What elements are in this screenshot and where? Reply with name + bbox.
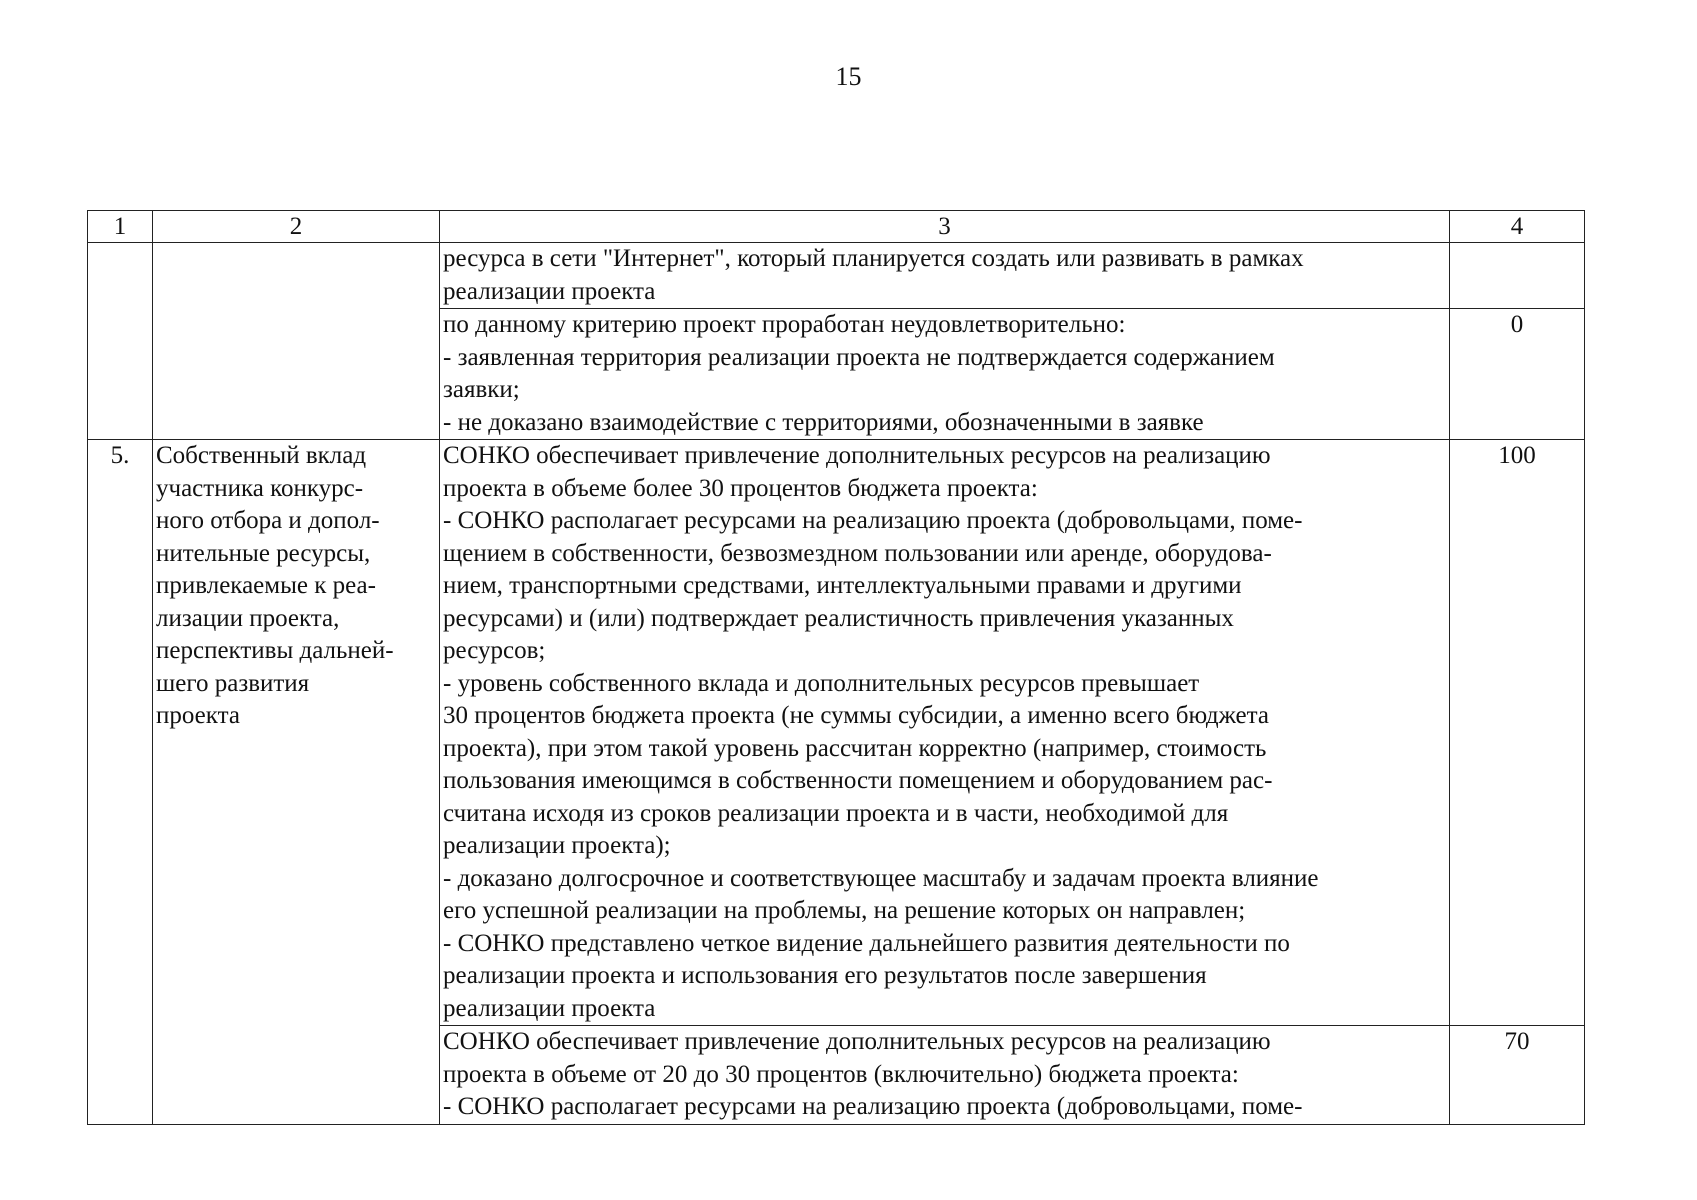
text-line: участника конкурс- <box>156 474 364 502</box>
description-cell <box>440 243 1450 309</box>
description-cell <box>440 440 1450 1026</box>
text-line: - СОНКО располагает ресурсами на реализацию проекта (добровольцами, поме- <box>443 1093 1303 1120</box>
text-line: - СОНКО представлено четкое видение дальнейшего развития деятельности по <box>443 929 1290 957</box>
text-line: проекта в объеме более 30 процентов бюджета проекта: <box>443 474 1038 502</box>
row-number-cell: 5. <box>88 440 153 1026</box>
table-header-row <box>88 211 1585 243</box>
text-line: шего развития <box>156 669 310 697</box>
criterion-cell <box>153 1026 440 1125</box>
text-line: лизации проекта, <box>156 604 340 632</box>
text-line: - уровень собственного вклада и дополнительных ресурсов превышает <box>443 669 1200 697</box>
score-cell <box>1450 243 1585 309</box>
header-cell-4: 4 <box>1450 211 1585 243</box>
header-cell-3: 3 <box>440 211 1450 243</box>
text-line: ресурсов; <box>443 637 546 664</box>
text-line: СОНКО обеспечивает привлечение дополнительных ресурсов на реализацию <box>443 1028 1271 1055</box>
text-line: его успешной реализации на проблемы, на решение которых он направлен; <box>443 897 1246 924</box>
score-cell: 70 <box>1450 1026 1585 1125</box>
header-cell-2: 2 <box>153 211 440 243</box>
text-line: - заявленная территория реализации проекта не подтверждается содержанием <box>443 343 1275 371</box>
text-line: считана исходя из сроков реализации проекта и в части, необходимой для <box>443 799 1229 827</box>
text-line: перспективы дальней- <box>156 637 394 664</box>
table-row <box>88 243 1585 309</box>
text-line: нительные ресурсы, <box>156 539 371 567</box>
text-line: - не доказано взаимодействие с территориями, обозначенными в заявке <box>443 408 1204 436</box>
text-line: реализации проекта <box>443 994 656 1022</box>
text-line: реализации проекта <box>443 277 656 305</box>
text-line: реализации проекта); <box>443 832 671 859</box>
criteria-table <box>87 210 1585 1125</box>
score-cell: 0 <box>1450 309 1585 440</box>
text-line: проекта в объеме от 20 до 30 процентов (включительно) бюджета проекта: <box>443 1060 1239 1088</box>
text-line: 30 процентов бюджета проекта (не суммы субсидии, а именно всего бюджета <box>443 702 1269 729</box>
text-line: - доказано долгосрочное и соответствующее масштабу и задачам проекта влияние <box>443 864 1319 892</box>
row-number-cell <box>88 1026 153 1125</box>
header-cell-1: 1 <box>88 211 153 243</box>
text-line: щением в собственности, безвозмездном пользовании или аренде, оборудова- <box>443 539 1272 567</box>
table-row <box>88 1026 1585 1125</box>
criterion-cell <box>153 440 440 1026</box>
text-line: нием, транспортными средствами, интеллектуальными правами и другими <box>443 572 1242 599</box>
text-line: реализации проекта и использования его результатов после завершения <box>443 962 1207 989</box>
text-line: проекта), при этом такой уровень рассчитан корректно (например, стоимость <box>443 734 1267 762</box>
text-line: проекта <box>156 702 240 729</box>
text-line: ресурса в сети "Интернет", который планируется создать или развивать в рамках <box>443 245 1304 272</box>
description-cell <box>440 1026 1450 1125</box>
table-row <box>88 309 1585 440</box>
text-line: заявки; <box>443 376 520 403</box>
table-row <box>88 440 1585 1026</box>
row-number-cell <box>88 243 153 309</box>
text-line: Собственный вклад <box>156 442 367 469</box>
score-cell: 100 <box>1450 440 1585 1026</box>
text-line: пользования имеющимся в собственности помещением и оборудованием рас- <box>443 767 1273 794</box>
text-line: СОНКО обеспечивает привлечение дополнительных ресурсов на реализацию <box>443 442 1271 469</box>
text-line: ресурсами) и (или) подтверждает реалистичность привлечения указанных <box>443 604 1234 632</box>
text-line: ного отбора и допол- <box>156 507 380 534</box>
text-line: привлекаемые к реа- <box>156 572 376 599</box>
criterion-cell <box>153 243 440 309</box>
text-line: - СОНКО располагает ресурсами на реализацию проекта (добровольцами, поме- <box>443 507 1303 534</box>
criterion-cell <box>153 309 440 440</box>
row-number-cell <box>88 309 153 440</box>
text-line: по данному критерию проект проработан неудовлетворительно: <box>443 311 1126 338</box>
description-cell <box>440 309 1450 440</box>
page-number: 15 <box>835 62 862 91</box>
